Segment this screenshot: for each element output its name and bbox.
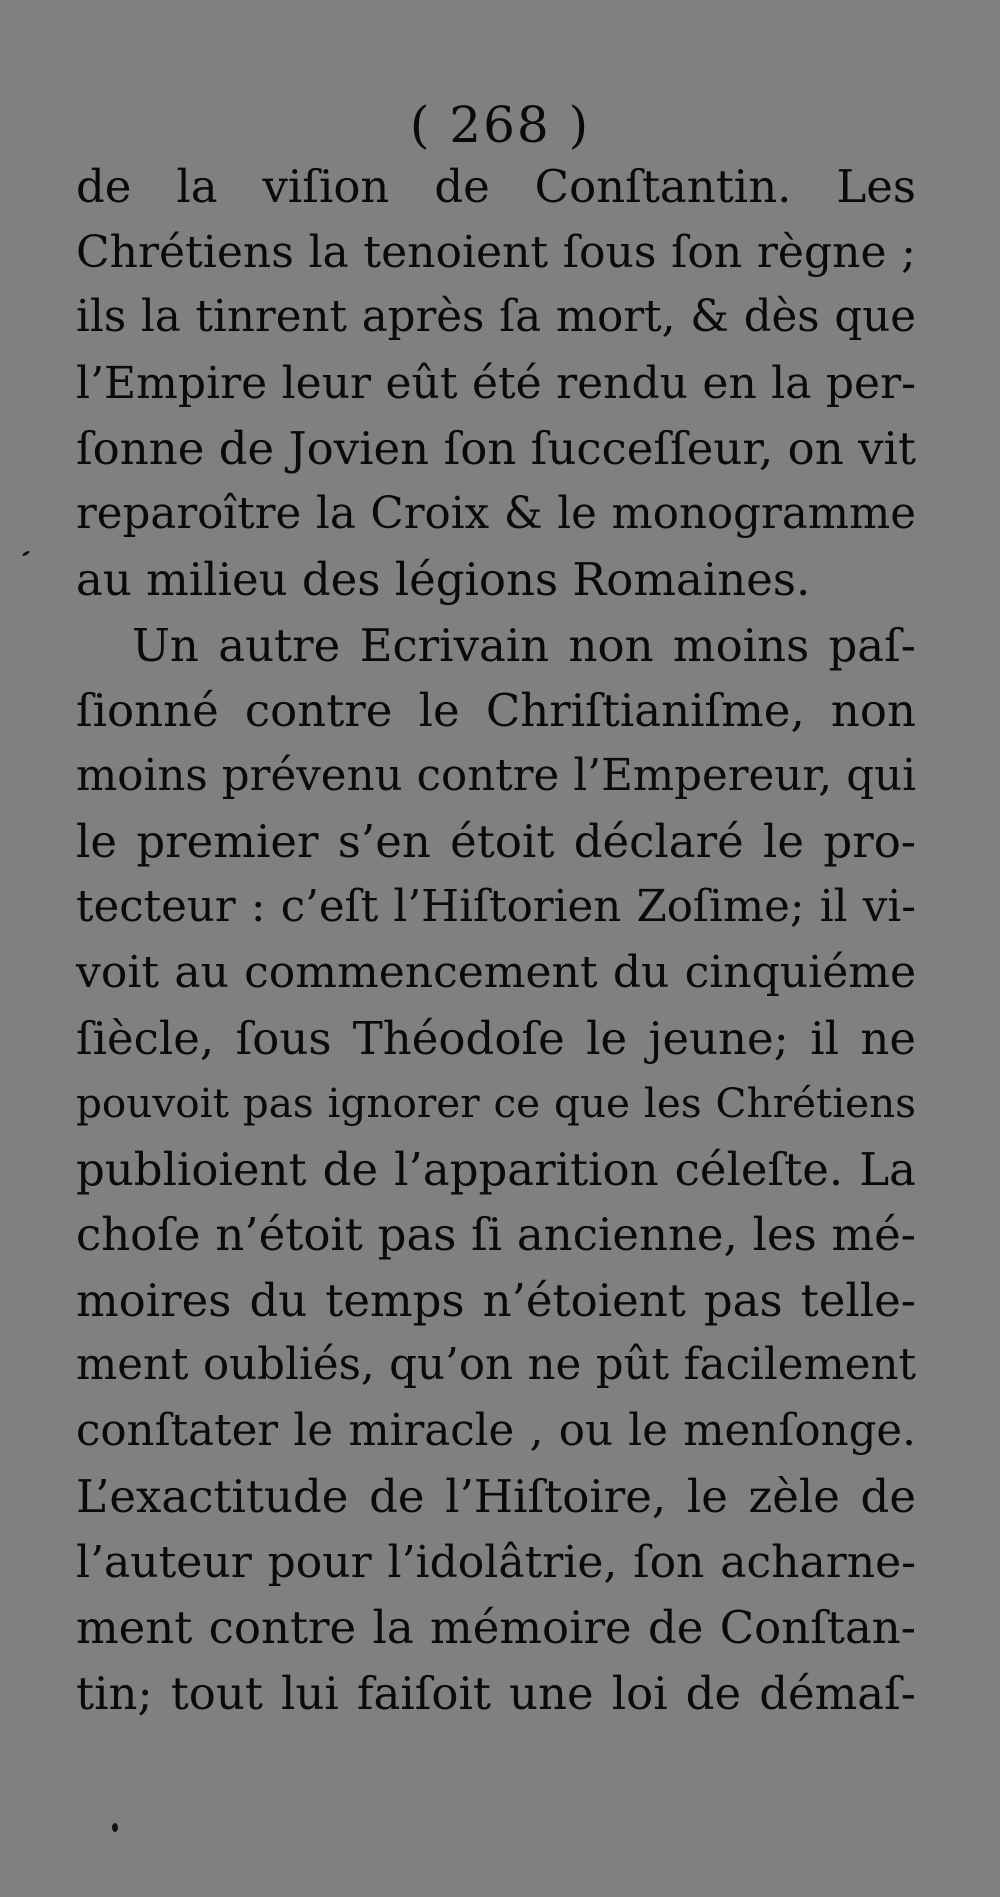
text-line: l’auteur pour l’idolâtrie, ſon acharne- <box>76 1536 916 1588</box>
text-line: choſe n’étoit pas ſi ancienne, les mé- <box>76 1208 916 1261</box>
text-line: ſonne de Jovien ſon ſucceſſeur, on vit <box>76 422 916 475</box>
text-line: reparoître la Croix & le monogramme <box>76 488 916 539</box>
text-line: moins prévenu contre l’Empereur, qui <box>76 750 916 801</box>
text-line: ment oubliés, qu’on ne pût facilement <box>76 1340 916 1390</box>
text-line: ſionné contre le Chriſtianiſme, non <box>76 684 916 737</box>
text-line: voit au commencement du cinquiéme <box>76 947 916 998</box>
body-text <box>76 154 916 1726</box>
text-line: ſiècle, ſous Théodoſe le jeune; il ne <box>76 1011 916 1065</box>
page-number: ( 268 ) <box>409 96 591 154</box>
text-line: ils la tinrent après ſa mort, & dès que <box>76 292 916 342</box>
text-line: Chrétiens la tenoient ſous ſon règne ; <box>76 226 916 278</box>
text-line: L’exactitude de l’Hiſtoire, le zèle de <box>76 1470 916 1523</box>
text-line: tin; tout lui faiſoit une loi de démaſ- <box>76 1666 916 1720</box>
text-line: Un autre Ecrivain non moins paſ- <box>132 618 916 672</box>
text-line: ment contre la mémoire de Conſtan- <box>76 1601 916 1654</box>
text-line: tecteur : c’eſt l’Hiſtorien Zoſime; il vi- <box>76 881 916 932</box>
ink-speck <box>112 1823 118 1832</box>
text-line: pouvoit pas ignorer ce que les Chrétiens <box>76 1079 916 1127</box>
text-line: de la viſion de Conſtantin. Les <box>76 160 916 213</box>
text-line: conſtater le miracle , ou le menſonge. <box>76 1405 916 1456</box>
ink-speck <box>22 550 30 557</box>
text-line: moires du temps n’étoient pas telle- <box>76 1273 916 1327</box>
text-line: publioient de l’apparition céleſte. La <box>76 1142 916 1196</box>
text-line: au milieu des légions Romaines. <box>76 553 811 606</box>
text-line: l’Empire leur eût été rendu en la per- <box>76 357 916 409</box>
text-line: le premier s’en étoit déclaré le pro- <box>76 815 916 868</box>
